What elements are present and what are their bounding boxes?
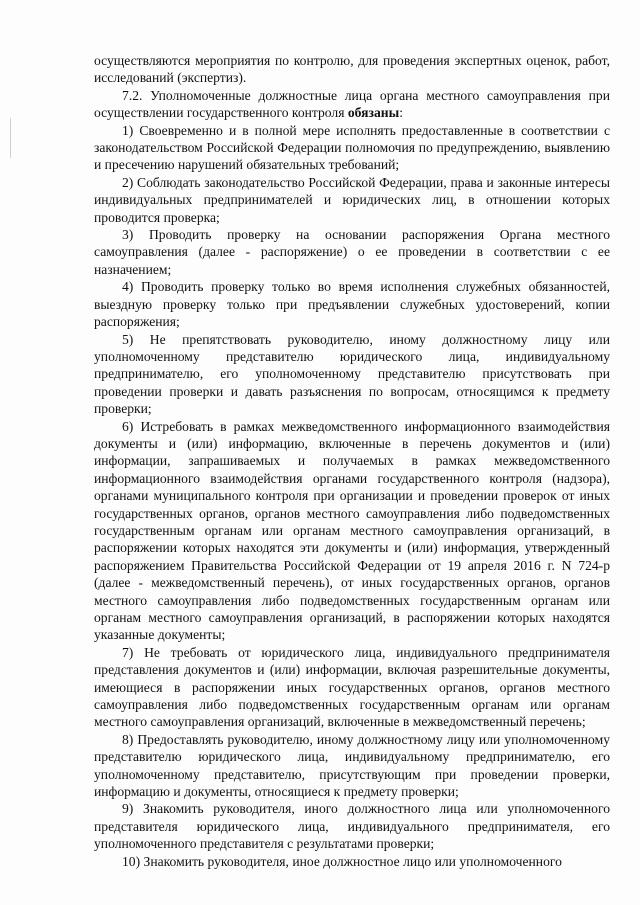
list-item-7: 7) Не требовать от юридического лица, индивидуального предпринимателя представления документов и (или) информации, включая разрешительные документы, имеющиеся в распоряжении иных государственных органов, органов местного самоуправления либо подведомственных государственным органам или органам местного самоуправления организаций, включенные в межведомственный перечень; bbox=[94, 644, 610, 730]
paragraph-7-2-tail: : bbox=[399, 105, 403, 121]
list-item-10: 10) Знакомить руководителя, иное должностное лицо или уполномоченного bbox=[122, 853, 562, 869]
list-item-2: 2) Соблюдать законодательство Российской Федерации, права и законные интересы индивидуальных предпринимателей и юридических лиц, в отношении которых проводится проверка; bbox=[94, 174, 610, 225]
paragraph-7-2-text: 7.2. Уполномоченные должностные лица органа местного самоуправления при осуществлении государственного контроля bbox=[94, 87, 610, 121]
list-item-8: 8) Предоставлять руководителю, иному должностному лицу или уполномоченному представителю юридического лица, индивидуальному предпринимателю, его уполномоченному представителю, присутствующим при проведении проверки, информацию и документы, относящиеся к предмету проверки; bbox=[94, 731, 610, 800]
list-item-3: 3) Проводить проверку на основании распоряжения Органа местного самоуправления (далее - распоряжение) о ее проведении в соответствии с ее назначением; bbox=[94, 227, 610, 277]
document-body bbox=[94, 52, 610, 870]
paragraph-7-2-bold: обязаны bbox=[347, 105, 400, 121]
list-item-9: 9) Знакомить руководителя, иного должностного лица или уполномоченного представителя юридического лица, индивидуального предпринимателя, его уполномоченного представителя с результатами проверки; bbox=[94, 801, 610, 852]
list-item-1: 1) Своевременно и в полной мере исполнять предоставленные в соответствии с законодательством Российской Федерации полномочия по предупреждению, выявлению и пресечению нарушений обязательных требований; bbox=[94, 122, 610, 173]
list-item-6: 6) Истребовать в рамках межведомственного информационного взаимодействия документы и (или) информацию, включенные в перечень документов и (или) информации, запрашиваемых и получаемых в рамках межведомственного информационного взаимодействия органами государственного контроля (надзора), органами муниципального контроля при организации и проведении проверок от иных государственных органов, органов местного самоуправления либо подведомственных государственным органам или органам местного самоуправления организаций, в распоряжении которых находятся эти документы и (или) информация, утвержденный распоряжением Правительства Российской Федерации от 19 апреля 2016 г. N 724-р (далее - межведомственный перечень), от иных государственных органов, органов местного самоуправления либо подведомственных государственным органам или органам местного самоуправления организаций, в распоряжении которых находятся указанные документы; bbox=[94, 418, 610, 643]
paragraph-7-2 bbox=[94, 87, 610, 122]
list-item-5: 5) Не препятствовать руководителю, иному должностному лицу или уполномоченному представителю юридического лица, индивидуальному предпринимателю, его уполномоченному представителю присутствовать при проведении проверки и давать разъяснения по вопросам, относящимся к предмету проверки; bbox=[94, 331, 610, 417]
list-item-4: 4) Проводить проверку только во время исполнения служебных обязанностей, выездную проверку только при предъявлении служебных удостоверений, копии распоряжения; bbox=[94, 279, 610, 330]
paragraph-continuation: осуществляются мероприятия по контролю, для проведения экспертных оценок, работ, исследований (экспертиз). bbox=[94, 53, 610, 86]
scan-margin-mark bbox=[10, 118, 11, 158]
